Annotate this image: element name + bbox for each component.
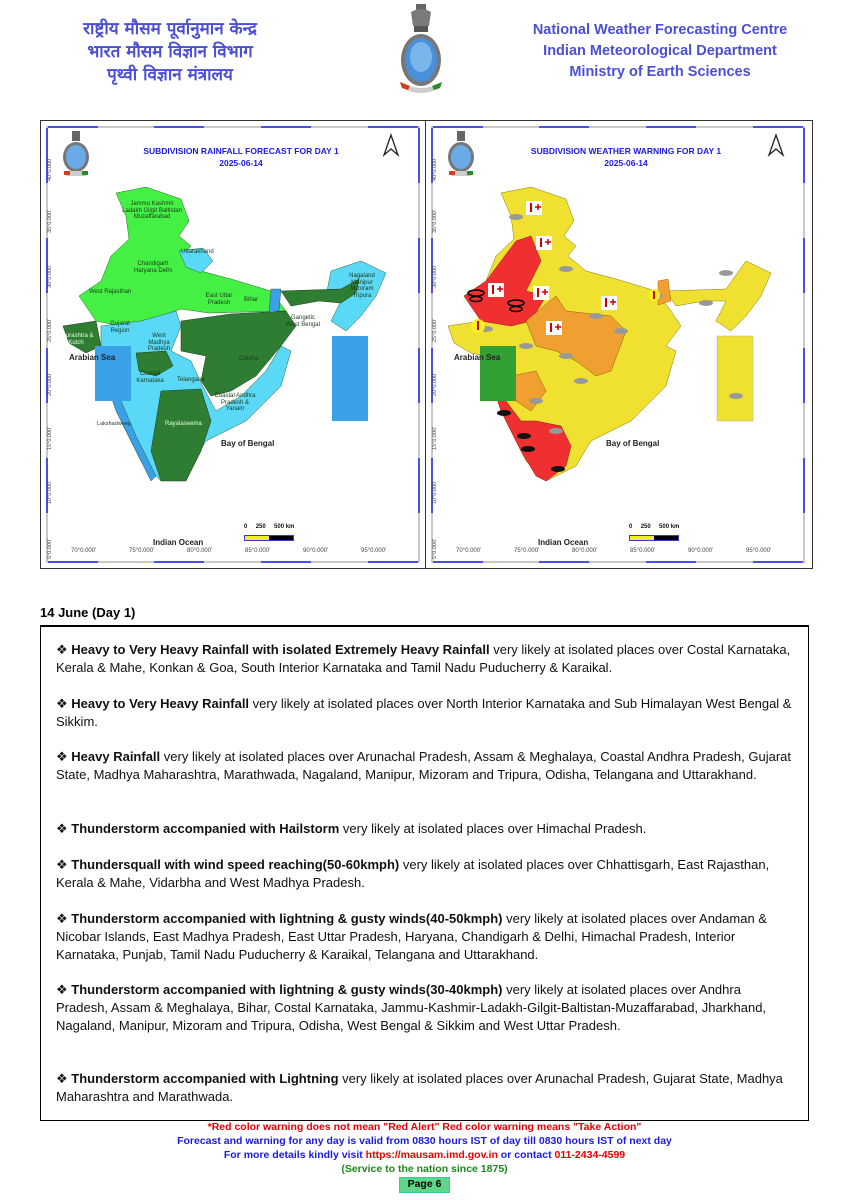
header-hindi	[60, 18, 280, 87]
lat-tick: 25°0.000'	[432, 318, 438, 342]
lat-tick: 25°0.000'	[47, 318, 53, 342]
bullet-icon: ❖	[56, 1071, 68, 1086]
validity-note: Forecast and warning for any day is valid from 0830 hours IST of day till 0830 hours IST of next day	[177, 1135, 672, 1147]
map-title-text: SUBDIVISION WEATHER WARNING FOR DAY 1	[530, 146, 722, 156]
lon-tick: 90°0.000'	[303, 548, 329, 554]
scale-500: 500 km	[659, 524, 680, 530]
warning-type: Heavy to Very Heavy Rainfall with isolated Extremely Heavy Rainfall	[71, 642, 490, 657]
lat-tick: 20°0.000'	[432, 372, 438, 396]
region-shwb	[269, 289, 281, 313]
region-label-west-rajasthan: West Rajasthan	[89, 289, 132, 295]
lat-tick: 15°0.000'	[432, 426, 438, 450]
heat-wave-icon	[536, 236, 552, 250]
scale-bar	[244, 535, 294, 541]
lat-tick: 10°0.000'	[47, 480, 53, 504]
region-label-gangetic-wb: Gangetic West Bengal	[286, 315, 320, 328]
lat-tick: 20°0.000'	[47, 372, 53, 396]
rainfall-map-shapes	[41, 121, 425, 568]
region-label-east-up: East Uttar Pradesh	[205, 293, 233, 306]
scale-250: 250	[255, 524, 266, 530]
warning-detail: very likely at isolated places over Chhattisgarh, East Rajasthan, Kerala & Mahe, Vidarbha and West Madhya Pradesh.	[56, 857, 770, 890]
lat-tick: 35°0.000'	[47, 209, 53, 233]
scale-0: 0	[629, 524, 633, 530]
lon-ticks	[426, 548, 810, 558]
warning-item	[56, 910, 796, 964]
hot-humid-icon	[471, 319, 485, 333]
warning-item	[56, 695, 796, 731]
bullet-icon: ❖	[56, 696, 68, 711]
header-english	[510, 20, 810, 83]
lat-tick: 35°0.000'	[432, 209, 438, 233]
warning-type: Heavy to Very Heavy Rainfall	[71, 696, 250, 711]
lat-tick: 40°0.000'	[432, 157, 438, 181]
region-label-jk: Jammu Kashmir Ladakh Gilgit Baltistan Muzaffarabad	[122, 201, 182, 220]
lat-tick: 15°0.000'	[47, 426, 53, 450]
warning-map-shapes	[426, 121, 810, 568]
indian-ocean-label: Indian Ocean	[153, 538, 204, 547]
map-title-text: SUBDIVISION RAINFALL FORECAST FOR DAY 1	[143, 146, 339, 156]
lon-tick: 70°0.000'	[71, 548, 97, 554]
lat-tick: 40°0.000'	[47, 157, 53, 181]
warning-type: Thunderstorm accompanied with Lightning	[71, 1071, 339, 1086]
bullet-icon: ❖	[56, 749, 68, 764]
heat-wave-icon	[488, 283, 504, 297]
weather-warning-map	[426, 121, 810, 568]
region-label-west-mp: West Madhya Pradesh	[147, 333, 171, 352]
hindi-line-1: राष्ट्रीय मौसम पूर्वानुमान केन्द्र	[83, 19, 257, 39]
scale-labels	[244, 524, 294, 530]
region-label-coastal-karnataka: Coastal Karnataka	[136, 371, 164, 384]
arabian-sea-label: Arabian Sea	[69, 353, 116, 362]
region-label-nagaland: Nagaland Manipur Mizoram Tripura	[349, 273, 375, 299]
heat-wave-icon	[533, 286, 549, 300]
lon-tick: 85°0.000'	[245, 548, 271, 554]
heat-wave-icon	[546, 321, 562, 335]
bullet-icon: ❖	[56, 642, 68, 657]
warning-detail: very likely at isolated places over Andaman & Nicobar Islands, East Madhya Pradesh, East Uttar Pradesh, Haryana, Chandigarh & Delhi, Himachal Pradesh, Interior Karnataka, Punjab, Tamil Nadu Puducherry & Karaikal, Telangana and Uttarakhand.	[56, 911, 767, 962]
bay-of-bengal-label: Bay of Bengal	[221, 439, 275, 448]
contact-or: or contact	[497, 1149, 555, 1161]
region-south-green	[151, 389, 211, 481]
region-label-chandigarh: Chandigarh Haryana Delhi	[133, 261, 173, 274]
scale-500: 500 km	[274, 524, 295, 530]
red-warning-note: *Red color warning does not mean "Red Alert" Red color warning means "Take Action"	[207, 1121, 642, 1133]
heat-wave-icon	[601, 296, 617, 310]
warning-detail: very likely at isolated places over Andhra Pradesh, Assam & Meghalaya, Bihar, Costal Karnataka, Jammu-Kashmir-Ladakh-Gilgit-Baltistan-Muzaffarabad, Jharkhand, Nagaland, Manipur, Mizoram and Tripura, Odisha, West Bengal & Sikkim and West Uttar Pradesh.	[56, 982, 767, 1033]
lat-tick: 30°0.000'	[47, 264, 53, 288]
map-date: 2025-06-14	[604, 158, 648, 168]
lon-tick: 75°0.000'	[514, 548, 540, 554]
warning-detail: very likely at isolated places over Arunachal Pradesh, Gujarat State, Madhya Maharashtra and Marathwada.	[56, 1071, 783, 1104]
region-label-odisha: Odisha	[239, 356, 259, 362]
region-label-saurashtra: Saurashtra & Kutch	[58, 333, 94, 346]
lon-tick: 85°0.000'	[630, 548, 656, 554]
map-date: 2025-06-14	[219, 158, 263, 168]
bullet-icon: ❖	[56, 982, 68, 997]
warning-item	[56, 1070, 796, 1106]
bullet-icon: ❖	[56, 857, 68, 872]
region-label-bihar: Bihar	[244, 297, 259, 303]
heat-wave-icon	[526, 201, 542, 215]
website-link[interactable]: https://mausam.imd.gov.in	[365, 1149, 498, 1161]
warning-type: Thundersquall with wind speed reaching(50-60kmph)	[71, 857, 400, 872]
lon-tick: 80°0.000'	[572, 548, 598, 554]
scale-250: 250	[640, 524, 651, 530]
lat-tick: 10°0.000'	[432, 480, 438, 504]
warning-item	[56, 981, 796, 1035]
maps-panel	[40, 120, 813, 569]
service-note: (Service to the nation since 1875)	[341, 1163, 508, 1175]
english-line-3: Ministry of Earth Sciences	[569, 64, 751, 80]
lon-tick: 75°0.000'	[129, 548, 155, 554]
warning-detail: very likely at isolated places over North Interior Karnataka and Sub Himalayan West Bengal & Sikkim.	[56, 696, 792, 729]
scale-0: 0	[244, 524, 248, 530]
indian-ocean-label: Indian Ocean	[538, 538, 589, 547]
rainfall-forecast-map	[41, 121, 426, 568]
hindi-line-2: भारत मौसम विज्ञान विभाग	[87, 42, 253, 62]
region-label-rayalaseema: Rayalaseema	[165, 421, 202, 427]
hot-humid-icon	[648, 289, 660, 301]
bullet-icon: ❖	[56, 911, 68, 926]
page-number-row	[0, 1177, 849, 1193]
lat-tick: 30°0.000'	[432, 264, 438, 288]
region-label-uttarakhand: Uttarakhand	[181, 249, 214, 255]
warning-detail: very likely at isolated places over Costal Karnataka, Kerala & Mahe, Konkan & Goa, South Interior Karnataka and Tamil Nadu Puducherry & Karaikal.	[56, 642, 791, 675]
lat-tick: 5°0.000'	[432, 538, 438, 559]
contact-line	[0, 1149, 849, 1163]
warning-item	[56, 748, 796, 784]
imd-emblem-icon	[396, 2, 446, 94]
hindi-line-3: पृथ्वी विज्ञान मंत्रालय	[107, 65, 233, 85]
lon-tick: 95°0.000'	[746, 548, 772, 554]
bay-of-bengal-label: Bay of Bengal	[606, 439, 660, 448]
warning-type: Thunderstorm accompanied with Hailstorm	[71, 821, 340, 836]
region-label-coastal-andhra: Coastal Andhra Pradesh & Yanam	[214, 393, 256, 412]
region-northeast	[666, 261, 771, 331]
region-label-lakshadweep: Lakshadweep	[97, 421, 131, 427]
warning-item	[56, 856, 796, 892]
warning-type: Thunderstorm accompanied with lightning & gusty winds(40-50kmph)	[71, 911, 503, 926]
arabian-sea-label: Arabian Sea	[454, 353, 501, 362]
day-title: 14 June (Day 1)	[40, 605, 136, 620]
lon-tick: 95°0.000'	[361, 548, 387, 554]
lat-tick: 5°0.000'	[47, 538, 53, 559]
region-andaman	[717, 336, 753, 421]
warning-item	[56, 820, 796, 838]
page-number: Page 6	[399, 1177, 451, 1193]
region-label-gujarat: Gujarat Region	[110, 321, 130, 334]
lon-tick: 80°0.000'	[187, 548, 213, 554]
region-shwb-orange	[658, 279, 671, 305]
warning-type: Thunderstorm accompanied with lightning & gusty winds(30-40kmph)	[71, 982, 503, 997]
warning-item	[56, 641, 796, 677]
region-andaman	[332, 336, 368, 421]
warning-detail: very likely at isolated places over Arunachal Pradesh, Assam & Meghalaya, Coastal Andhra Pradesh, Gujarat State, Madhya Maharashtra, Marathwada, Nagaland, Manipur, Mizoram and Tripura, Odisha, Telangana and Uttarakhand.	[56, 749, 791, 782]
lon-ticks	[41, 548, 425, 558]
contact-prefix: For more details kindly visit	[223, 1149, 366, 1161]
scale-bar	[629, 535, 679, 541]
lon-tick: 70°0.000'	[456, 548, 482, 554]
warning-type: Heavy Rainfall	[71, 749, 161, 764]
scale-labels	[629, 524, 679, 530]
lon-tick: 90°0.000'	[688, 548, 714, 554]
english-line-2: Indian Meteorological Department	[543, 43, 777, 59]
warning-detail: very likely at isolated places over Himachal Pradesh.	[339, 821, 647, 836]
warning-list	[40, 625, 809, 1121]
bullet-icon: ❖	[56, 821, 68, 836]
english-line-1: National Weather Forecasting Centre	[532, 22, 788, 38]
phone-number: 011-2434-4599	[554, 1149, 626, 1161]
region-label-telangana: Telangana	[177, 377, 205, 383]
